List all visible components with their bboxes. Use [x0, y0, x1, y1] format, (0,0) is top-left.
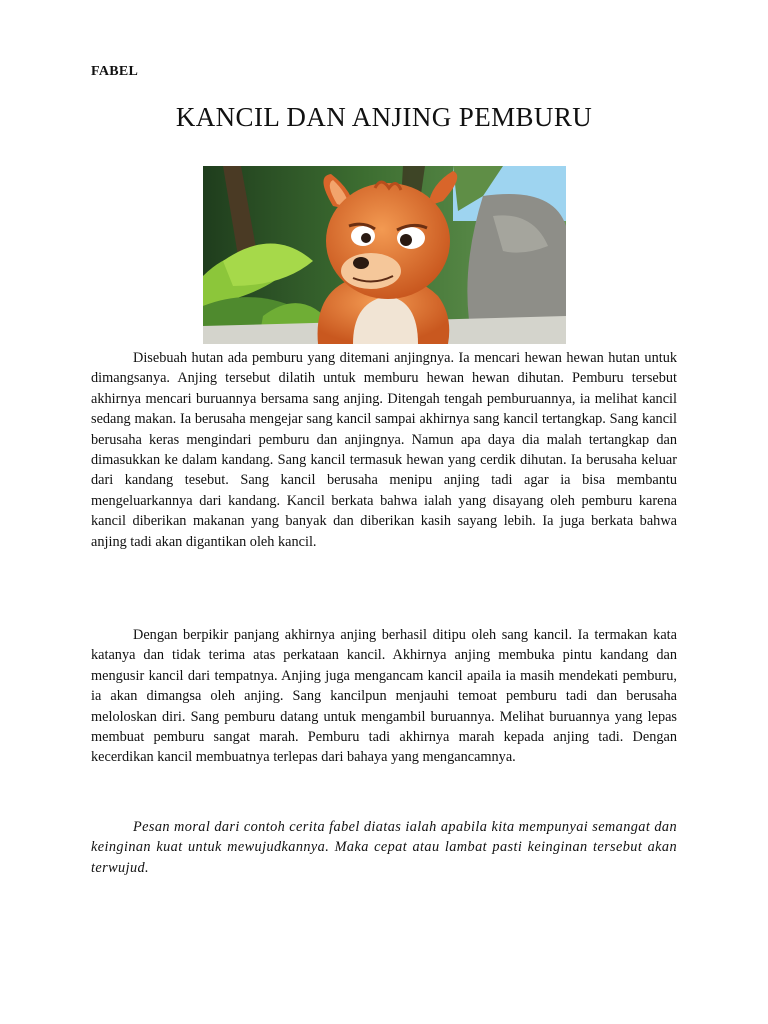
kancil-illustration [203, 166, 566, 344]
document-label: FABEL [91, 64, 139, 79]
moral-paragraph: Pesan moral dari contoh cerita fabel diatas ialah apabila kita mempunyai semangat dan keinginan kuat untuk mewujudkannya. Maka cepat atau lambat pasti keinginan tersebut akan terwujud. [91, 819, 677, 876]
story-paragraph-2: Dengan berpikir panjang akhirnya anjing berhasil ditipu oleh sang kancil. Ia termakan kata katanya dan tidak terima atas perkataan kancil. Akhirnya anjing membuka pintu kandang dan mengusir kancil dari tempatnya. Anjing juga mengancam kancil apaila ia masih mendekati pemburu, ia akan dimangsa oleh anjing. Sang kancilpun menjauhi temoat pemburu tadi dan berusaha meloloskan diri. Sang pemburu datang untuk mengambil buruannya. Melihat buruannya yang lepas membuat pemburu sangat marah. Pemburu tadi akhirnya marah kepada anjing tadi. Dengan kecerdikan kancil membuatnya terlepas dari bahaya yang mengancamnya. [91, 627, 677, 766]
story-paragraph-1: Disebuah hutan ada pemburu yang ditemani anjingnya. Ia mencari hewan hewan hutan untuk dimangsanya. Anjing tersebut dilatih untuk memburu hewan hewan dihutan. Pemburu tersebut akhirnya mencari buruannya bersama sang anjing. Ditengah tengah pemburuannya, ia melihat kancil sedang makan. Ia berusaha mengejar sang kancil sampai akhirnya sang kancil tertangkap. Sang kancil berusaha keras mengindari pemburu dan anjingnya. Namun apa daya dia malah tertangkap dan dimasukkan ke dalam kandang. Sang kancil termasuk hewan yang cerdik dihutan. Ia berusaha keluar dari kandang tesebut. Sang kancil berusaha menipu anjing tadi agar ia bisa membantu mengeluarkannya dari kandang. Kancil berkata bahwa ialah yang disayang oleh pemburu karena kancil diberikan makanan yang banyak dan diberikan kasih sayang lebih. Ia juga berkata bahwa anjing tadi akan digantikan oleh kancil. [91, 350, 677, 550]
document-title: KANCIL DAN ANJING PEMBURU [175, 102, 593, 132]
